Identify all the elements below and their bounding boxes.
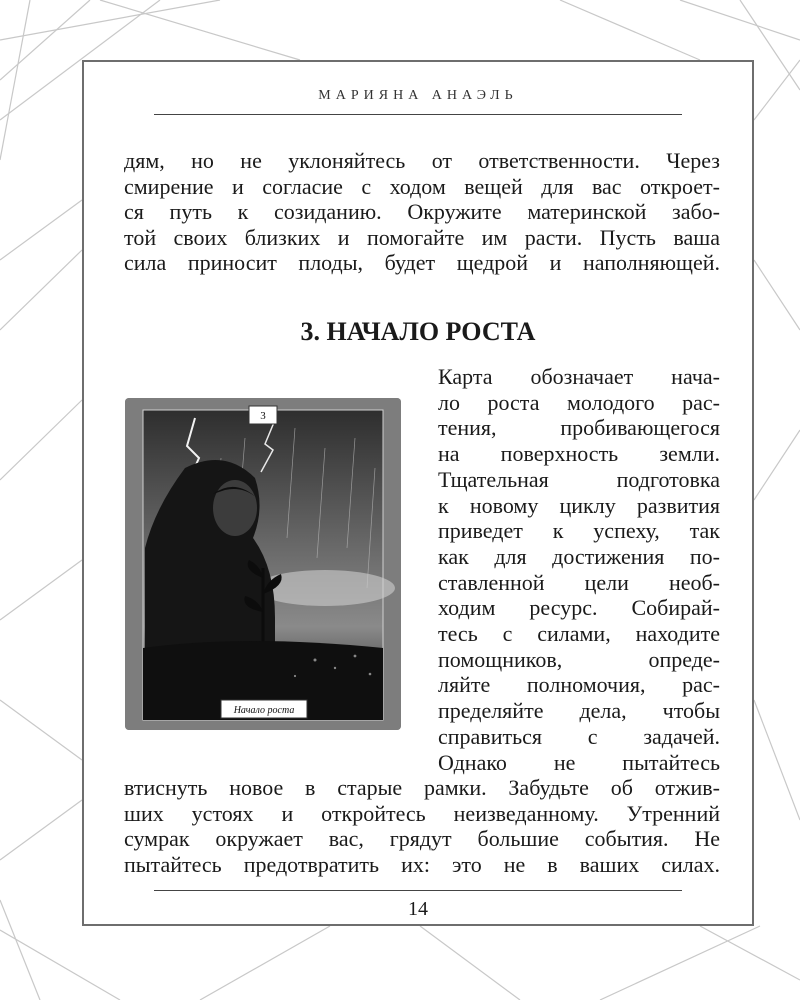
- text-line: Тщательная подготовка: [438, 466, 720, 492]
- tarot-card-image: [125, 398, 401, 730]
- card-number: 3: [260, 410, 266, 422]
- text-line: ляйте полномочия, рас-: [438, 672, 720, 698]
- text-line: пытайтесь предотвратить их: это не в ваших силах.: [124, 852, 720, 878]
- text-line: как для достижения по-: [438, 543, 720, 569]
- text-line: дям, но не уклоняйтесь от ответственности. Через: [124, 148, 720, 173]
- text-line: ло роста молодого рас-: [438, 389, 720, 415]
- section-title: 3. НАЧАЛО РОСТА: [300, 317, 536, 346]
- text-line: втиснуть новое в старые рамки. Забудьте об отжив-: [124, 775, 720, 800]
- text-line: смирение и согласие с ходом вещей для вас откроет-: [124, 173, 720, 199]
- card-caption: Начало роста: [233, 705, 295, 716]
- text-line: сила приносит плоды, будет щедрой и наполняющей.: [124, 250, 720, 275]
- text-line: той своих близких и помогайте им расти. Пусть ваша: [124, 224, 720, 250]
- text-line: приведет к успеху, так: [438, 518, 720, 544]
- text-line: ходим ресурс. Собирай-: [438, 595, 720, 621]
- header-divider: [154, 114, 682, 115]
- text-line: Однако не пытайтесь: [438, 749, 720, 775]
- text-line: тесь с силами, находите: [438, 621, 720, 647]
- running-head: МАРИЯНА АНАЭЛЬ: [318, 88, 518, 103]
- text-line: на поверхность земли.: [438, 441, 720, 467]
- text-line: сумрак окружает вас, грядут большие события. Не: [124, 826, 720, 852]
- text-line: пределяйте дела, чтобы: [438, 698, 720, 724]
- text-line: ся путь к созиданию. Окружите материнской забо-: [124, 199, 720, 224]
- wrapped-paragraph: [438, 364, 720, 775]
- page-number: 14: [408, 898, 428, 920]
- book-page: [82, 60, 754, 926]
- text-line: тения, пробивающегося: [438, 415, 720, 441]
- continued-paragraph: [124, 775, 720, 878]
- text-line: ших устоях и откройтесь неизведанному. Утренний: [124, 800, 720, 826]
- footer-divider: [154, 890, 682, 891]
- text-line: Карта обозначает нача-: [438, 364, 720, 389]
- text-line: помощников, опреде-: [438, 646, 720, 672]
- text-line: справиться с задачей.: [438, 723, 720, 749]
- text-line: к новому циклу развития: [438, 492, 720, 518]
- intro-paragraph: [124, 148, 720, 276]
- text-line: ставленной цели необ-: [438, 569, 720, 595]
